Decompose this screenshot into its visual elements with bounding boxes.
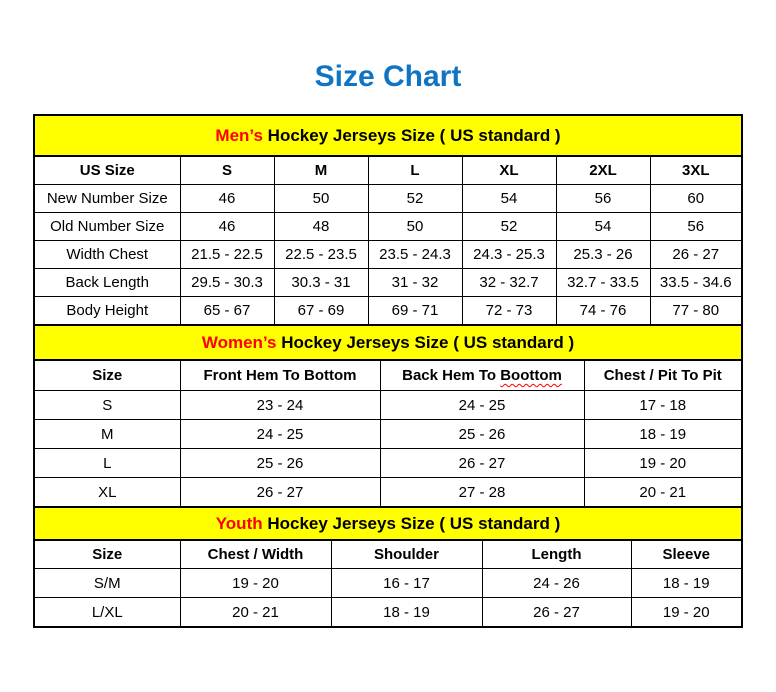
- womens-title-highlight: Women’s: [201, 332, 277, 352]
- mens-title-rest: Hockey Jerseys Size ( US standard ): [262, 125, 561, 145]
- column-header: Shoulder: [331, 540, 482, 569]
- column-header: Sleeve: [631, 540, 742, 569]
- size-cell: 19 - 20: [180, 569, 331, 598]
- size-chart-container: [33, 114, 743, 628]
- column-header: US Size: [34, 156, 180, 185]
- mens-section-header: [34, 115, 742, 156]
- size-cell: 56: [556, 185, 650, 213]
- column-header: Size: [34, 360, 180, 391]
- row-label: XL: [34, 478, 180, 508]
- row-label: L/XL: [34, 598, 180, 628]
- size-cell: 52: [368, 185, 462, 213]
- page-title: Size Chart: [314, 60, 462, 93]
- size-cell: 24 - 26: [482, 569, 631, 598]
- size-cell: 19 - 20: [631, 598, 742, 628]
- row-label: S: [34, 391, 180, 420]
- mens-column-header-row: [34, 156, 742, 185]
- table-row: [34, 213, 742, 241]
- size-cell: 54: [556, 213, 650, 241]
- table-row: [34, 269, 742, 297]
- size-cell: 31 - 32: [368, 269, 462, 297]
- column-header: Size: [34, 540, 180, 569]
- size-cell: 33.5 - 34.6: [650, 269, 742, 297]
- table-row: [34, 420, 742, 449]
- size-cell: 19 - 20: [584, 449, 742, 478]
- womens-title-rest: Hockey Jerseys Size ( US standard ): [276, 332, 575, 352]
- table-row: [34, 478, 742, 508]
- youth-title-rest: Hockey Jerseys Size ( US standard ): [262, 513, 561, 533]
- size-cell: 67 - 69: [274, 297, 368, 326]
- size-cell: 17 - 18: [584, 391, 742, 420]
- table-row: [34, 185, 742, 213]
- column-header-text: Back Hem To: [402, 367, 501, 384]
- table-row: [34, 569, 742, 598]
- youth-title-highlight: Youth: [215, 513, 263, 533]
- size-cell: 25 - 26: [380, 420, 584, 449]
- size-cell: 23 - 24: [180, 391, 380, 420]
- size-cell: 60: [650, 185, 742, 213]
- size-cell: 48: [274, 213, 368, 241]
- mens-section-title: [34, 115, 742, 156]
- size-cell: 74 - 76: [556, 297, 650, 326]
- size-cell: 32.7 - 33.5: [556, 269, 650, 297]
- size-cell: 16 - 17: [331, 569, 482, 598]
- size-cell: 25.3 - 26: [556, 241, 650, 269]
- column-header: M: [274, 156, 368, 185]
- youth-section-title: [34, 507, 742, 540]
- size-cell: 54: [462, 185, 556, 213]
- youth-column-header-row: [34, 540, 742, 569]
- size-cell: 22.5 - 23.5: [274, 241, 368, 269]
- size-cell: 18 - 19: [331, 598, 482, 628]
- row-label: L: [34, 449, 180, 478]
- size-cell: 20 - 21: [180, 598, 331, 628]
- size-table-womens: [33, 324, 743, 508]
- size-cell: 26 - 27: [180, 478, 380, 508]
- size-cell: 72 - 73: [462, 297, 556, 326]
- size-cell: 24 - 25: [380, 391, 584, 420]
- size-cell: 27 - 28: [380, 478, 584, 508]
- size-cell: 18 - 19: [584, 420, 742, 449]
- size-cell: 24 - 25: [180, 420, 380, 449]
- size-cell: 65 - 67: [180, 297, 274, 326]
- size-cell: 26 - 27: [482, 598, 631, 628]
- column-header: Length: [482, 540, 631, 569]
- table-row: [34, 297, 742, 326]
- size-table-youth: [33, 506, 743, 628]
- table-row: [34, 449, 742, 478]
- column-header: S: [180, 156, 274, 185]
- size-cell: 77 - 80: [650, 297, 742, 326]
- size-cell: 26 - 27: [650, 241, 742, 269]
- row-label: S/M: [34, 569, 180, 598]
- row-label: Back Length: [34, 269, 180, 297]
- youth-section-header: [34, 507, 742, 540]
- size-cell: 50: [368, 213, 462, 241]
- row-label: Width Chest: [34, 241, 180, 269]
- size-cell: 23.5 - 24.3: [368, 241, 462, 269]
- column-header: L: [368, 156, 462, 185]
- size-cell: 69 - 71: [368, 297, 462, 326]
- size-cell: 20 - 21: [584, 478, 742, 508]
- table-row: [34, 598, 742, 628]
- womens-column-header-row: [34, 360, 742, 391]
- size-cell: 25 - 26: [180, 449, 380, 478]
- column-header: Chest / Width: [180, 540, 331, 569]
- column-header: Chest / Pit To Pit: [584, 360, 742, 391]
- size-cell: 29.5 - 30.3: [180, 269, 274, 297]
- column-header: [380, 360, 584, 391]
- row-label: M: [34, 420, 180, 449]
- mens-title-highlight: Men’s: [215, 125, 263, 145]
- size-cell: 26 - 27: [380, 449, 584, 478]
- size-cell: 30.3 - 31: [274, 269, 368, 297]
- column-header: XL: [462, 156, 556, 185]
- size-cell: 52: [462, 213, 556, 241]
- size-cell: 32 - 32.7: [462, 269, 556, 297]
- column-header: 2XL: [556, 156, 650, 185]
- size-cell: 18 - 19: [631, 569, 742, 598]
- column-header: 3XL: [650, 156, 742, 185]
- row-label: New Number Size: [34, 185, 180, 213]
- size-cell: 46: [180, 213, 274, 241]
- womens-section-title: [34, 325, 742, 360]
- row-label: Old Number Size: [34, 213, 180, 241]
- size-cell: 46: [180, 185, 274, 213]
- row-label: Body Height: [34, 297, 180, 326]
- size-cell: 56: [650, 213, 742, 241]
- size-cell: 24.3 - 25.3: [462, 241, 556, 269]
- misspelled-word: Boottom: [500, 367, 562, 384]
- size-cell: 21.5 - 22.5: [180, 241, 274, 269]
- table-row: [34, 241, 742, 269]
- size-table-mens: [33, 114, 743, 326]
- womens-section-header: [34, 325, 742, 360]
- size-cell: 50: [274, 185, 368, 213]
- table-row: [34, 391, 742, 420]
- column-header: Front Hem To Bottom: [180, 360, 380, 391]
